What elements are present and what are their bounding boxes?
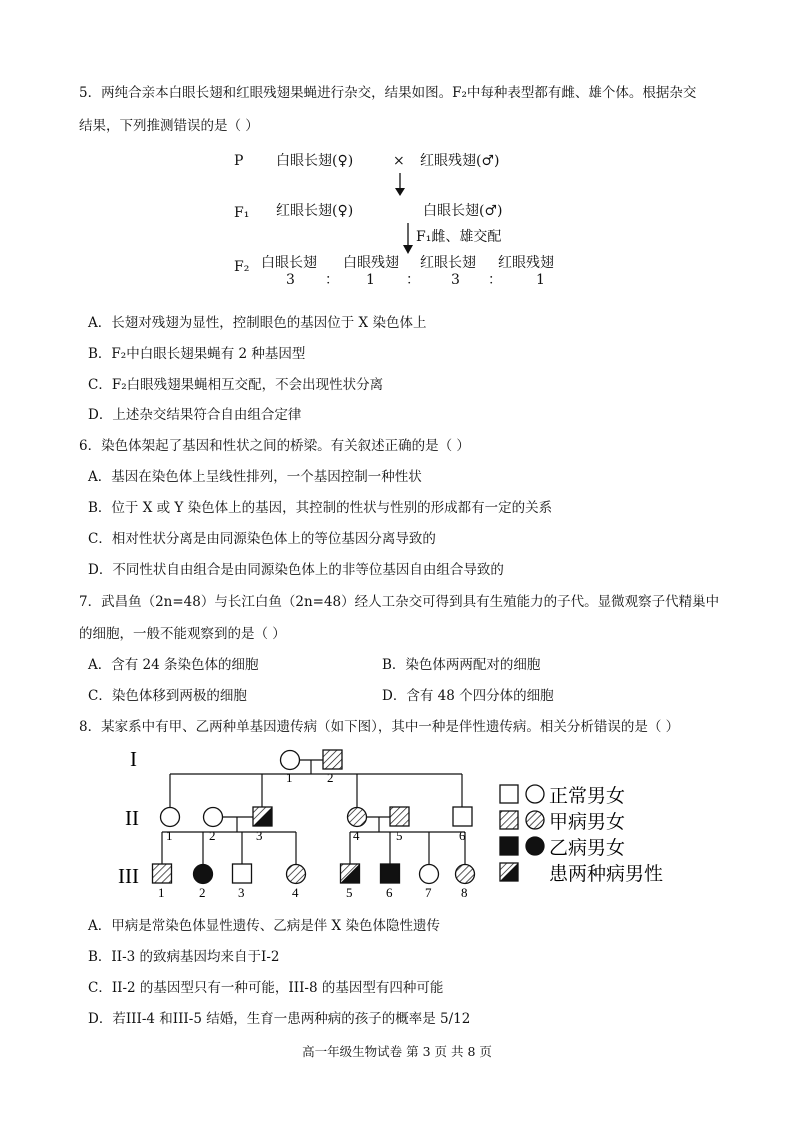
pedigree-male-normal xyxy=(453,807,472,826)
pedigree-male-disease-a xyxy=(153,864,172,883)
pedigree-male-disease-a xyxy=(323,750,342,769)
pedigree-female-disease-a xyxy=(456,865,475,884)
q5-option-b: B．F₂中白眼长翅果蝇有 2 种基因型 xyxy=(88,346,306,362)
gen2-number: 6 xyxy=(459,828,466,843)
page-footer: 高一年级生物试卷 第 3 页 共 8 页 xyxy=(302,1044,492,1059)
legend-female-disease-a-icon xyxy=(526,811,544,829)
pedigree-female-disease-a xyxy=(348,808,367,827)
legend-disease-a-label: 甲病男女 xyxy=(549,811,626,833)
legend-male-disease-a-icon xyxy=(500,811,518,829)
f2-ratio-sep: ： xyxy=(406,272,420,288)
pedigree-female-normal xyxy=(204,808,223,827)
q6-option-d: D．不同性状自由组合是由同源染色体上的非等位基因自由组合导致的 xyxy=(88,562,504,578)
f2-ratio-sep: ： xyxy=(488,272,502,288)
pedigree-female-normal xyxy=(281,751,300,770)
gen3-number: 7 xyxy=(425,885,432,900)
pedigree-legend xyxy=(500,785,663,885)
q8-option-d: D．若III-4 和III-5 结婚，生育一患两种病的孩子的概率是 5/12 xyxy=(88,1011,471,1027)
q7-option-c: C．染色体移到两极的细胞 xyxy=(88,688,247,704)
q5-stem-line2: 结果，下列推测错误的是（ ） xyxy=(79,118,259,134)
gen2-number: 2 xyxy=(209,828,216,843)
f2-ratio-value: 1 xyxy=(366,272,375,288)
f2-ratio-value: 3 xyxy=(286,272,295,288)
gen-label-ii: II xyxy=(125,806,139,830)
gen3-number: 3 xyxy=(238,885,245,900)
gen2-number: 1 xyxy=(166,828,173,843)
q8-option-a: A．甲病是常染色体显性遗传、乙病是伴 X 染色体隐性遗传 xyxy=(88,918,440,934)
f2-label: F₂ xyxy=(234,259,250,275)
pedigree-female-normal xyxy=(161,808,180,827)
gen1-number: 2 xyxy=(327,770,334,785)
f2-ratio-sep: ： xyxy=(325,272,339,288)
pedigree-chart xyxy=(0,740,794,900)
q6-option-b: B．位于 X 或 Y 染色体上的基因，其控制的性状与性别的形成都有一定的关系 xyxy=(88,500,553,516)
q5-option-d: D．上述杂交结果符合自由组合定律 xyxy=(88,407,302,423)
q7-stem-line2: 的细胞，一般不能观察到的是（ ） xyxy=(79,626,286,642)
q7-option-a: A．含有 24 条染色体的细胞 xyxy=(88,657,259,673)
gen2-number: 4 xyxy=(353,828,360,843)
legend-female-disease-b-icon xyxy=(526,837,544,855)
pedigree-female-normal xyxy=(420,865,439,884)
q5-stem-line1: 5．两纯合亲本白眼长翅和红眼残翅果蝇进行杂交，结果如图。F₂中每种表型都有雌、雄个体。根据杂交 xyxy=(79,85,697,101)
p-label: P xyxy=(234,153,244,169)
pedigree-male-both-diseases xyxy=(341,864,360,883)
f2-ratio-value: 3 xyxy=(451,272,460,288)
legend-male-both-icon xyxy=(500,863,518,881)
gen3-number: 8 xyxy=(461,885,468,900)
down-arrow-icon xyxy=(392,172,408,198)
pedigree-male-disease-a xyxy=(390,807,409,826)
f2-phenotype: 红眼长翅 xyxy=(420,255,476,271)
p-female: 白眼长翅(♀) xyxy=(276,153,354,169)
p-male: 红眼残翅(♂) xyxy=(420,153,500,169)
f1-female: 红眼长翅(♀) xyxy=(276,203,354,219)
pedigree-female-disease-a xyxy=(287,865,306,884)
f1-label: F₁ xyxy=(234,205,250,221)
gen2-number: 3 xyxy=(256,828,263,843)
legend-female-normal-icon xyxy=(526,785,544,803)
q6-stem: 6．染色体架起了基因和性状之间的桥梁。有关叙述正确的是（ ） xyxy=(79,438,470,454)
q8-option-b: B．II-3 的致病基因均来自于I-2 xyxy=(88,949,280,965)
q5-option-c: C．F₂白眼残翅果蝇相互交配，不会出现性状分离 xyxy=(88,377,384,393)
gen3-number: 4 xyxy=(292,885,299,900)
q6-option-c: C．相对性状分离是由同源染色体上的等位基因分离导致的 xyxy=(88,531,436,547)
pedigree-male-normal xyxy=(233,864,252,883)
cross-symbol: × xyxy=(393,153,405,169)
legend-male-disease-b-icon xyxy=(500,837,518,855)
f2-phenotype: 红眼残翅 xyxy=(498,255,554,271)
gen3-number: 1 xyxy=(158,885,165,900)
f2-phenotype: 白眼长翅 xyxy=(261,255,317,271)
gen3-number: 6 xyxy=(386,885,393,900)
f1-male: 白眼长翅(♂) xyxy=(423,203,503,219)
q7-option-b: B．染色体两两配对的细胞 xyxy=(382,657,541,673)
q6-option-a: A．基因在染色体上呈线性排列，一个基因控制一种性状 xyxy=(88,469,422,485)
q7-option-d: D．含有 48 个四分体的细胞 xyxy=(382,688,554,704)
pedigree-male-both-diseases xyxy=(253,807,272,826)
legend-disease-b-label: 乙病男女 xyxy=(549,837,626,859)
f2-ratio-value: 1 xyxy=(536,272,545,288)
q5-option-a: A．长翅对残翅为显性，控制眼色的基因位于 X 染色体上 xyxy=(88,315,427,331)
gen2-number: 5 xyxy=(396,828,403,843)
down-arrow-icon xyxy=(400,222,416,256)
gen-label-i: I xyxy=(130,747,137,771)
gen3-number: 5 xyxy=(346,885,353,900)
legend-male-normal-icon xyxy=(500,785,518,803)
q8-option-c: C．II-2 的基因型只有一种可能，III-8 的基因型有四种可能 xyxy=(88,980,444,996)
q7-stem-line1: 7．武昌鱼（2n=48）与长江白鱼（2n=48）经人工杂交可得到具有生殖能力的子代。显微观察子代精巢中 xyxy=(79,594,720,610)
gen-label-iii: III xyxy=(118,864,139,888)
legend-normal-label: 正常男女 xyxy=(549,785,626,807)
pedigree-male-disease-b xyxy=(381,864,400,883)
gen1-number: 1 xyxy=(286,770,293,785)
f1-cross-note: F₁雌、雄交配 xyxy=(416,229,502,245)
q8-stem: 8．某家系中有甲、乙两种单基因遗传病（如下图），其中一种是伴性遗传病。相关分析错误的是（ ） xyxy=(79,719,680,735)
pedigree-female-disease-b xyxy=(194,865,213,884)
legend-both-label: 患两种病男性 xyxy=(549,863,664,885)
f2-phenotype: 白眼残翅 xyxy=(343,255,399,271)
gen3-number: 2 xyxy=(199,885,206,900)
